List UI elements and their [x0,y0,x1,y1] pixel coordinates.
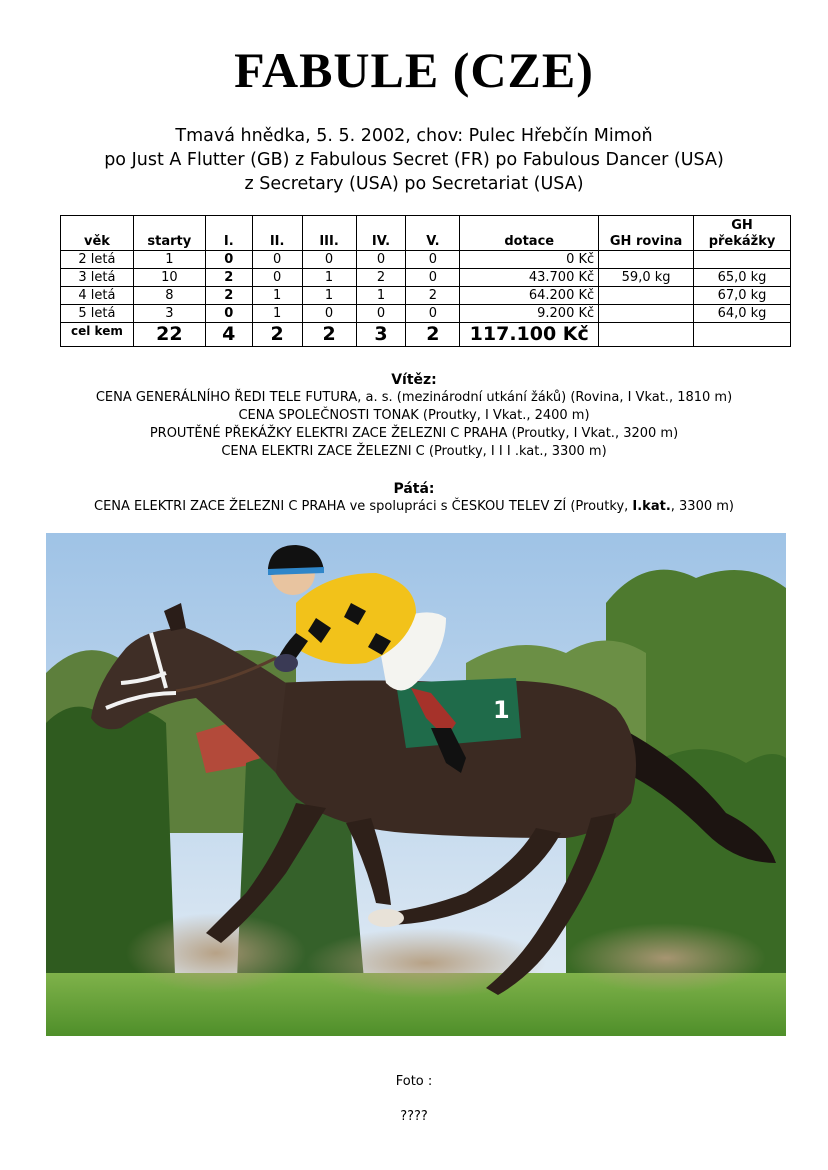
cell-first: 2 [205,287,252,305]
cell-fourth: 1 [356,287,406,305]
cell-fourth: 2 [356,269,406,287]
col-header-starts: starty [133,216,205,251]
cell-gh-jumps: 65,0 kg [694,269,791,287]
total-third: 2 [302,323,356,347]
cell-third: 1 [302,287,356,305]
col-header-second: II. [252,216,302,251]
total-gh-flat [599,323,694,347]
table-row [61,251,791,269]
cell-second: 0 [252,251,302,269]
col-header-fifth: V. [406,216,460,251]
table-header-row [61,216,791,251]
fifth-race-text: CENA ELEKTRI ZACE ŽELEZNI C PRAHA ve spolupráci s ČESKOU TELEV ZÍ (Proutky, [94,499,633,514]
cell-prize-money: 0 Kč [460,251,599,269]
horse-racing-photo [46,533,786,1036]
total-label: cel kem [61,323,134,347]
cell-gh-flat [599,287,694,305]
race-statistics-table [60,215,791,347]
fifth-place-section [0,480,828,516]
cell-fourth: 0 [356,305,406,323]
cell-starts: 3 [133,305,205,323]
horse-title: FABULE (CZE) [234,42,594,98]
pedigree-line-2: po Just A Flutter (GB) z Fabulous Secret (FR) po Fabulous Dancer (USA) [104,150,724,170]
cell-prize-money: 64.200 Kč [460,287,599,305]
cell-age: 5 letá [61,305,134,323]
cell-second: 1 [252,305,302,323]
cell-starts: 8 [133,287,205,305]
cell-age: 4 letá [61,287,134,305]
photo-credit: ???? [400,1109,428,1124]
fifth-race [0,498,828,516]
total-gh-jumps [694,323,791,347]
total-second: 2 [252,323,302,347]
cell-fifth: 0 [406,251,460,269]
col-header-fourth: IV. [356,216,406,251]
winner-heading: Vítěz: [391,372,437,388]
winner-section [0,371,828,461]
pedigree-line-1: Tmavá hnědka, 5. 5. 2002, chov: Pulec Hřebčín Mimoň [175,126,653,146]
winner-race-2: CENA SPOLEČNOSTI TONAK (Proutky, I Vkat., 2400 m) [238,408,590,423]
cell-fifth: 0 [406,305,460,323]
col-header-third: III. [302,216,356,251]
winner-race-4: CENA ELEKTRI ZACE ŽELEZNI C (Proutky, I I I .kat., 3300 m) [221,444,607,459]
table-row [61,305,791,323]
cell-starts: 1 [133,251,205,269]
cell-gh-jumps: 67,0 kg [694,287,791,305]
cell-second: 1 [252,287,302,305]
cell-fifth: 2 [406,287,460,305]
cell-prize-money: 43.700 Kč [460,269,599,287]
total-prize-money: 117.100 Kč [460,323,599,347]
fifth-race-distance: , 3300 m) [670,499,734,514]
total-first: 4 [205,323,252,347]
cell-third: 0 [302,251,356,269]
cell-gh-flat [599,251,694,269]
cell-starts: 10 [133,269,205,287]
col-header-age: věk [61,216,134,251]
table-row [61,287,791,305]
cell-gh-jumps: 64,0 kg [694,305,791,323]
cell-first: 2 [205,269,252,287]
total-starts: 22 [133,323,205,347]
cell-third: 0 [302,305,356,323]
table-row [61,269,791,287]
fifth-race-category: I.kat. [632,499,671,514]
cell-third: 1 [302,269,356,287]
cell-prize-money: 9.200 Kč [460,305,599,323]
cell-gh-flat: 59,0 kg [599,269,694,287]
cell-gh-flat [599,305,694,323]
cell-fifth: 0 [406,269,460,287]
cell-first: 0 [205,251,252,269]
cell-gh-jumps [694,251,791,269]
col-header-gh-jumps: GH překážky [694,216,791,251]
photo-caption-label: Foto : [395,1074,433,1089]
pedigree-block [0,124,828,196]
cell-fourth: 0 [356,251,406,269]
cell-age: 2 letá [61,251,134,269]
saddle-number: 1 [493,696,510,724]
pedigree-line-3: z Secretary (USA) po Secretariat (USA) [244,174,584,194]
cell-age: 3 letá [61,269,134,287]
cell-second: 0 [252,269,302,287]
table-total-row [61,323,791,347]
winner-race-3: PROUTĚNÉ PŘEKÁŽKY ELEKTRI ZACE ŽELEZNI C PRAHA (Proutky, I Vkat., 3200 m) [149,426,679,441]
fifth-heading: Pátá: [393,481,435,497]
winner-race-1: CENA GENERÁLNÍHO ŘEDI TELE FUTURA, a. s. (mezinárodní utkání žáků) (Rovina, I Vkat., 1810 m) [95,390,733,405]
col-header-gh-flat: GH rovina [599,216,694,251]
total-fifth: 2 [406,323,460,347]
total-fourth: 3 [356,323,406,347]
cell-first: 0 [205,305,252,323]
col-header-first: I. [205,216,252,251]
col-header-prize-money: dotace [460,216,599,251]
